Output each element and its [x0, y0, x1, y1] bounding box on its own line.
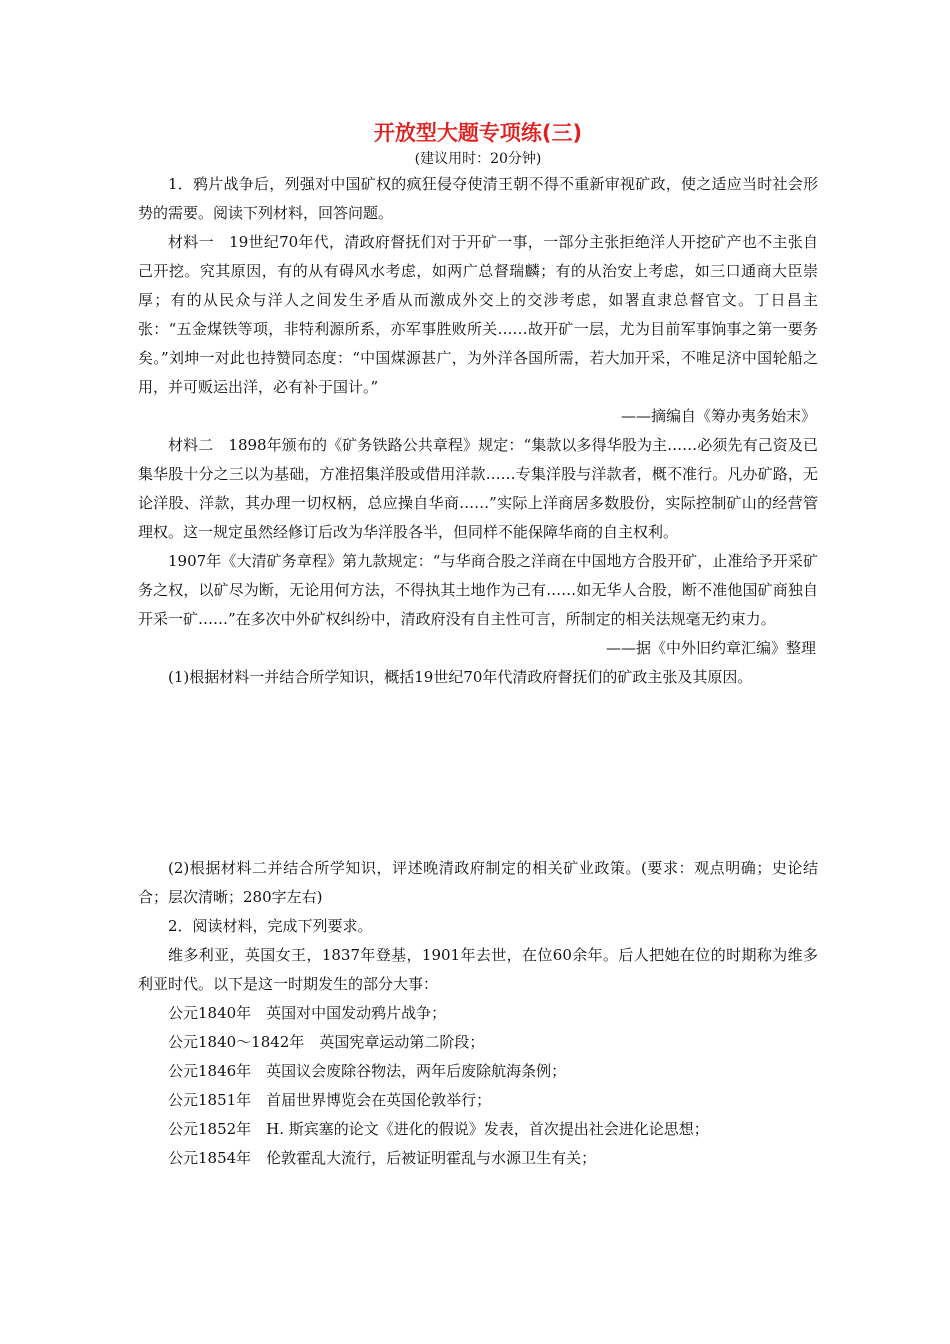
material-1-source: ——摘编自《筹办夷务始末》 [620, 407, 816, 425]
material-2-part-b: 1907年《大清矿务章程》第九款规定：“与华商合股之洋商在中国地方合股开矿，止准给予开采矿务之权，以矿尽为断，无论用何方法，不得执其土地作为己有……如无华人合股，断不准他国矿商独自开采一矿……”在多次中外矿权纠纷中，清政府没有自主性可言，所制定的相关法规毫无约束力。 [138, 552, 818, 628]
question-2-intro: 2．阅读材料，完成下列要求。 [168, 917, 373, 935]
question-2-background: 维多利亚，英国女王，1837年登基，1901年去世，在位60余年。后人把她在位的时期称为维多利亚时代。以下是这一时期发生的部分大事： [138, 946, 818, 993]
answer-space[interactable] [138, 692, 818, 854]
event-item: 公元1846年 英国议会废除谷物法，两年后废除航海条例； [168, 1062, 567, 1080]
sub-question-2: (2)根据材料二并结合所学知识，评述晚清政府制定的相关矿业政策。(要求：观点明确；史论结合；层次清晰；280字左右) [138, 859, 818, 906]
time-suggestion: (建议用时：20分钟) [414, 151, 542, 167]
sub-question-1: (1)根据材料一并结合所学知识，概括19世纪70年代清政府督抚们的矿政主张及其原因。 [168, 668, 753, 686]
event-item: 公元1854年 伦敦霍乱大流行，后被证明霍乱与水源卫生有关； [168, 1149, 597, 1167]
material-2-part-a: 材料二 1898年颁布的《矿务铁路公共章程》规定：“集款以多得华股为主……必须先有己资及已集华股十分之三以为基础，方准招集洋股或借用洋款……专集洋股与洋款者，概不准行。凡办矿路，无论洋股、洋款，其办理一切权柄，总应操自华商……”实际上洋商居多数股份，实际控制矿山的经营管理权。这一规定虽然经修订后改为华洋股各半，但同样不能保障华商的自主权利。 [138, 436, 818, 541]
material-1: 材料一 19世纪70年代，清政府督抚们对于开矿一事，一部分主张拒绝洋人开挖矿产也不主张自己开挖。究其原因，有的从有碍风水考虑，如两广总督瑞麟；有的从治安上考虑，如三口通商大臣崇厚；有的从民众与洋人之间发生矛盾从而激成外交上的交涉考虑，如署直隶总督官文。丁日昌主张：“五金煤铁等项，非特利源所系，亦军事胜败所关……故开矿一层，尤为目前军事饷事之第一要务矣。”刘坤一对此也持赞同态度：“中国煤源甚广，为外洋各国所需，若大加开采，不唯足济中国轮船之用，并可贩运出洋，必有补于国计。” [138, 233, 818, 396]
event-item: 公元1852年 H. 斯宾塞的论文《进化的假说》发表，首次提出社会进化论思想； [168, 1120, 709, 1138]
document-page [138, 118, 818, 1173]
question-1-intro: 1．鸦片战争后，列强对中国矿权的疯狂侵夺使清王朝不得不重新审视矿政，使之适应当时社会形势的需要。阅读下列材料，回答问题。 [138, 175, 818, 222]
event-item: 公元1851年 首届世界博览会在英国伦敦举行； [168, 1091, 492, 1109]
material-2-source: ——据《中外旧约章汇编》整理 [605, 639, 816, 657]
event-item: 公元1840年 英国对中国发动鸦片战争； [168, 1004, 447, 1022]
event-item: 公元1840～1842年 英国宪章运动第二阶段； [168, 1033, 485, 1051]
page-title: 开放型大题专项练(三) [373, 121, 583, 145]
